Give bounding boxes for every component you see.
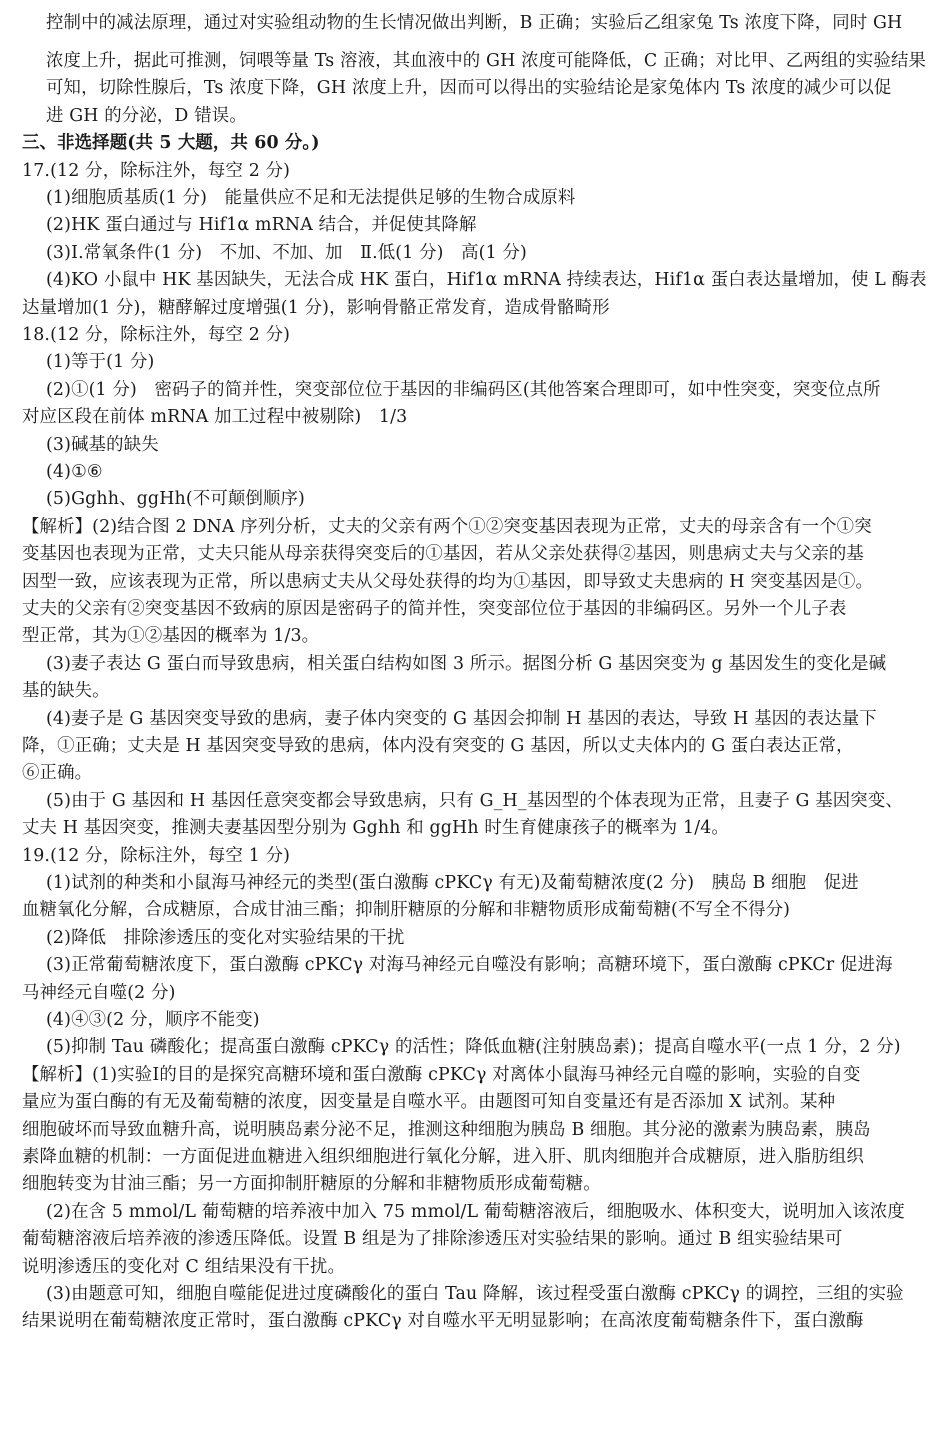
- text-line: (2)在含 5 mmol/L 葡萄糖的培养液中加入 75 mmol/L 葡萄糖溶液后，细胞吸水、体积变大，说明加入该浓度: [46, 1201, 905, 1222]
- text-line: 降，①正确；丈夫是 H 基因突变导致的患病，体内没有突变的 G 基因，所以丈夫体内的 G 蛋白表达正常，: [22, 736, 854, 756]
- text-line: 说明渗透压的变化对 C 组结果没有干扰。: [22, 1256, 346, 1277]
- text-line: (3)妻子表达 G 蛋白而导致患病，相关蛋白结构如图 3 所示。据图分析 G 基因突变为 g 基因发生的变化是碱: [46, 653, 887, 674]
- text-line: 19.(12 分，除标注外，每空 1 分): [22, 845, 291, 866]
- text-line: (4)④③(2 分，顺序不能变): [46, 1010, 260, 1030]
- text-line: 素降血糖的机制：一方面促进血糖进入组织细胞进行氧化分解，进入肝、肌肉细胞并合成糖原，进入脂肪组织: [22, 1147, 864, 1167]
- text-line: (1)试剂的种类和小鼠海马神经元的类型(蛋白激酶 cPKCγ 有无)及葡萄糖浓度(2 分) 胰岛 B 细胞 促进: [46, 873, 859, 893]
- text-line: 量应为蛋白酶的有无及葡萄糖的浓度，因变量是自噬水平。由题图可知自变量还有是否添加 X 试剂。某种: [22, 1092, 836, 1113]
- text-line: 丈夫的父亲有②突变基因不致病的原因是密码子的简并性，突变部位位于基因的非编码区。另外一个儿子表: [22, 599, 847, 619]
- text-line: 进 GH 的分泌，D 错误。: [46, 105, 247, 126]
- text-line: 血糖氧化分解，合成糖原，合成甘油三酯；抑制肝糖原的分解和非糖物质形成葡萄糖(不写全不得分): [22, 900, 791, 921]
- text-line: (2)HK 蛋白通过与 Hif1α mRNA 结合，并促使其降解: [46, 215, 477, 236]
- text-line: 结果说明在葡萄糖浓度正常时，蛋白激酶 cPKCγ 对自噬水平无明显影响；在高浓度葡萄糖条件下，蛋白激酶: [22, 1311, 864, 1332]
- text-line: 变基因也表现为正常，丈夫只能从母亲获得突变后的①基因，若从父亲处获得②基因，则患病丈夫与父亲的基: [22, 544, 864, 565]
- text-line: 丈夫 H 基因突变，推测夫妻基因型分别为 Gghh 和 ggHh 时生育健康孩子的概率为 1/4。: [22, 818, 729, 839]
- text-line: 三、非选择题(共 5 大题，共 60 分。): [22, 133, 320, 154]
- text-line: 可知，切除性腺后，Ts 浓度下降，GH 浓度上升，因而可以得出的实验结论是家兔体内 Ts 浓度的减少可以促: [46, 78, 892, 99]
- text-line: 基的缺失。: [22, 681, 110, 702]
- text-line: (3)正常葡萄糖浓度下，蛋白激酶 cPKCγ 对海马神经元自噬没有影响；高糖环境下，蛋白激酶 cPKCr 促进海: [46, 955, 893, 976]
- text-line: 控制中的减法原理，通过对实验组动物的生长情况做出判断，B 正确；实验后乙组家兔 Ts 浓度下降，同时 GH: [46, 13, 903, 33]
- text-line: (5)抑制 Tau 磷酸化；提高蛋白激酶 cPKCγ 的活性；降低血糖(注射胰岛素)；提高自噬水平(一点 1 分，2 分): [46, 1037, 901, 1058]
- text-line: 浓度上升，据此可推测，饲喂等量 Ts 溶液，其血液中的 GH 浓度可能降低，C 正确；对比甲、乙两组的实验结果: [46, 51, 927, 71]
- text-line: (1)等于(1 分): [46, 352, 155, 373]
- text-line: (5)Gghh、ggHh(不可颠倒顺序): [46, 489, 305, 510]
- text-line: (3)Ⅰ.常氧条件(1 分) 不加、不加、加 Ⅱ.低(1 分) 高(1 分): [46, 242, 527, 263]
- text-line: 型正常，其为①②基因的概率为 1/3。: [22, 626, 320, 647]
- text-line: (3)由题意可知，细胞自噬能促进过度磷酸化的蛋白 Tau 降解，该过程受蛋白激酶 cPKCγ 的调控，三组的实验: [46, 1284, 904, 1304]
- text-line: 达量增加(1 分)，糖酵解过度增强(1 分)，影响骨骼正常发育，造成骨骼畸形: [22, 297, 610, 318]
- text-line: 17.(12 分，除标注外，每空 2 分): [22, 160, 291, 181]
- text-line: 马神经元自噬(2 分): [22, 982, 176, 1003]
- text-line: ⑥正确。: [22, 763, 93, 784]
- text-line: (2)降低 排除渗透压的变化对实验结果的干扰: [46, 927, 405, 948]
- text-line: 【解析】(2)结合图 2 DNA 序列分析，丈夫的父亲有两个①②突变基因表现为正常，丈夫的母亲含有一个①突: [22, 516, 872, 537]
- text-line: 葡萄糖溶液后培养液的渗透压降低。设置 B 组是为了排除渗透压对实验结果的影响。通过 B 组实验结果可: [22, 1229, 843, 1250]
- text-line: (4)妻子是 G 基因突变导致的患病，妻子体内突变的 G 基因会抑制 H 基因的表达，导致 H 基因的表达量下: [46, 708, 877, 729]
- text-line: 18.(12 分，除标注外，每空 2 分): [22, 325, 291, 345]
- text-line: 对应区段在前体 mRNA 加工过程中被剔除) 1/3: [22, 407, 408, 428]
- text-line: 【解析】(1)实验Ⅰ的目的是探究高糖环境和蛋白激酶 cPKCγ 对离体小鼠海马神经元自噬的影响，实验的自变: [22, 1064, 861, 1085]
- text-line: (3)碱基的缺失: [46, 434, 159, 455]
- text-line: (2)①(1 分) 密码子的简并性，突变部位位于基因的非编码区(其他答案合理即可，如中性突变，突变位点所: [46, 379, 881, 400]
- text-line: 因型一致，应该表现为正常，所以患病丈夫从父母处获得的均为①基因，即导致丈夫患病的 H 突变基因是①。: [22, 571, 874, 592]
- text-line: (4)①⑥: [46, 462, 103, 482]
- text-line: (5)由于 G 基因和 H 基因任意突变都会导致患病，只有 G_H_基因型的个体表现为正常，且妻子 G 基因突变、: [46, 790, 903, 811]
- text-line: 细胞转变为甘油三酯；另一方面抑制肝糖原的分解和非糖物质形成葡萄糖。: [22, 1174, 601, 1195]
- text-line: 细胞破坏而导致血糖升高，说明胰岛素分泌不足，推测这种细胞为胰岛 B 细胞。其分泌的激素为胰岛素，胰岛: [22, 1119, 871, 1140]
- text-line: (4)KO 小鼠中 HK 基因缺失，无法合成 HK 蛋白，Hif1α mRNA 持续表达，Hif1α 蛋白表达量增加，使 L 酶表: [46, 270, 927, 291]
- text-line: (1)细胞质基质(1 分) 能量供应不足和无法提供足够的生物合成原料: [46, 188, 576, 208]
